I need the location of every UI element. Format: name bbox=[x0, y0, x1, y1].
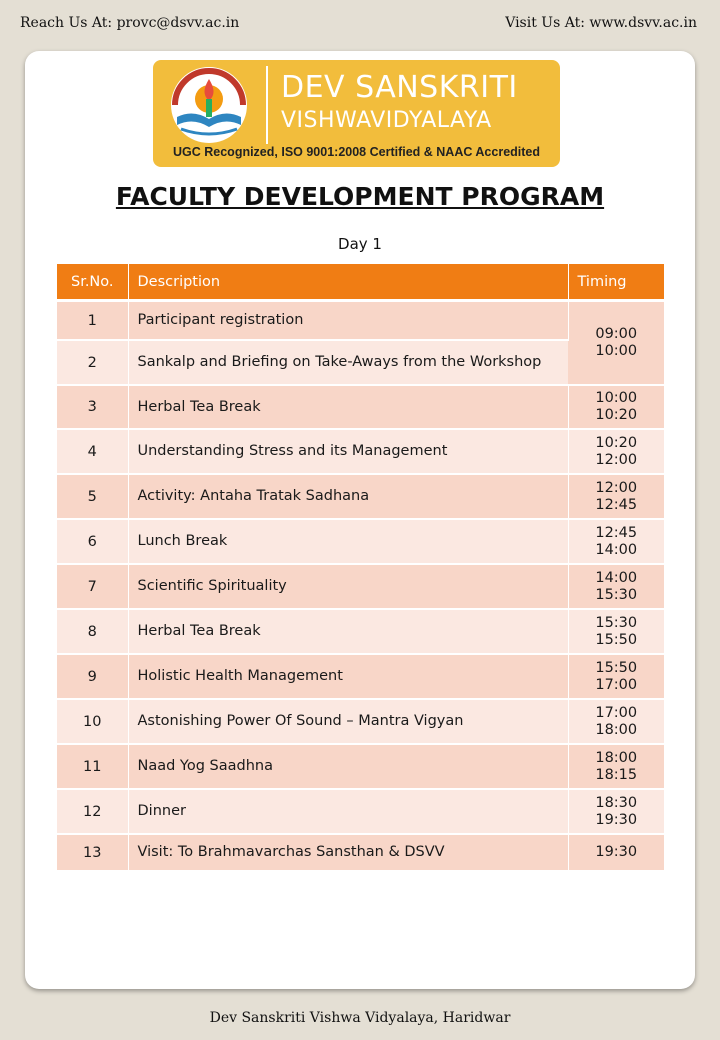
row-description: Activity: Antaha Tratak Sadhana bbox=[128, 474, 568, 519]
logo-name-line2: VISHWAVIDYALAYA bbox=[281, 108, 492, 133]
row-description: Herbal Tea Break bbox=[128, 385, 568, 429]
table-row bbox=[57, 474, 664, 519]
row-srno: 9 bbox=[57, 654, 128, 699]
contact-email: Reach Us At: provc@dsvv.ac.in bbox=[20, 15, 240, 31]
schedule-table bbox=[57, 264, 664, 872]
row-description: Visit: To Brahmavarchas Sansthan & DSVV bbox=[128, 834, 568, 871]
page-title: FACULTY DEVELOPMENT PROGRAM bbox=[115, 182, 605, 211]
row-srno: 5 bbox=[57, 474, 128, 519]
row-srno: 6 bbox=[57, 519, 128, 564]
row-timing: 12:00 12:45 bbox=[568, 474, 664, 519]
row-timing: 14:00 15:30 bbox=[568, 564, 664, 609]
row-description: Understanding Stress and its Management bbox=[128, 429, 568, 474]
row-timing: 10:20 12:00 bbox=[568, 429, 664, 474]
university-logo bbox=[153, 60, 560, 167]
row-description: Herbal Tea Break bbox=[128, 609, 568, 654]
row-srno: 13 bbox=[57, 834, 128, 871]
page-card bbox=[25, 51, 695, 989]
row-srno: 10 bbox=[57, 699, 128, 744]
table-row bbox=[57, 789, 664, 834]
column-header-timing: Timing bbox=[568, 264, 664, 299]
row-srno: 2 bbox=[57, 340, 128, 385]
day-label: Day 1 bbox=[338, 235, 382, 253]
row-timing: 10:00 10:20 bbox=[568, 385, 664, 429]
column-header-srno: Sr.No. bbox=[57, 264, 128, 299]
table-row bbox=[57, 834, 664, 871]
website-address: Visit Us At: www.dsvv.ac.in bbox=[505, 15, 697, 31]
row-description: Astonishing Power Of Sound – Mantra Vigyan bbox=[128, 699, 568, 744]
row-srno: 8 bbox=[57, 609, 128, 654]
row-srno: 4 bbox=[57, 429, 128, 474]
row-description: Scientific Spirituality bbox=[128, 564, 568, 609]
table-row bbox=[57, 519, 664, 564]
table-header-row bbox=[57, 264, 664, 299]
column-header-description: Description bbox=[128, 264, 568, 299]
table-row bbox=[57, 564, 664, 609]
row-timing: 18:00 18:15 bbox=[568, 744, 664, 789]
row-srno: 1 bbox=[57, 302, 128, 340]
table-row bbox=[57, 654, 664, 699]
row-timing: 15:50 17:00 bbox=[568, 654, 664, 699]
table-row bbox=[57, 429, 664, 474]
row-srno: 11 bbox=[57, 744, 128, 789]
row-srno: 12 bbox=[57, 789, 128, 834]
row-description: Sankalp and Briefing on Take-Aways from the Workshop bbox=[128, 340, 568, 385]
row-srno: 7 bbox=[57, 564, 128, 609]
logo-name-line1: DEV SANSKRITI bbox=[281, 70, 518, 105]
row-description: Participant registration bbox=[128, 302, 568, 340]
row-description: Naad Yog Saadhna bbox=[128, 744, 568, 789]
row-timing: 17:00 18:00 bbox=[568, 699, 664, 744]
row-description: Dinner bbox=[128, 789, 568, 834]
row-srno: 3 bbox=[57, 385, 128, 429]
table-row bbox=[57, 385, 664, 429]
row-timing: 15:30 15:50 bbox=[568, 609, 664, 654]
table-row bbox=[57, 744, 664, 789]
table-row bbox=[57, 699, 664, 744]
row-description: Holistic Health Management bbox=[128, 654, 568, 699]
schedule-body bbox=[57, 299, 664, 871]
table-row bbox=[57, 609, 664, 654]
row-timing: 19:30 bbox=[568, 834, 664, 871]
logo-tagline: UGC Recognized, ISO 9001:2008 Certified & NAAC Accredited bbox=[173, 145, 540, 159]
university-emblem-icon bbox=[159, 65, 259, 145]
row-timing: 12:45 14:00 bbox=[568, 519, 664, 564]
row-timing: 09:00 10:00 bbox=[568, 302, 664, 385]
row-timing: 18:30 19:30 bbox=[568, 789, 664, 834]
logo-divider bbox=[266, 66, 268, 144]
row-description: Lunch Break bbox=[128, 519, 568, 564]
table-row bbox=[57, 302, 664, 340]
footer-text: Dev Sanskriti Vishwa Vidyalaya, Haridwar bbox=[209, 1010, 511, 1026]
